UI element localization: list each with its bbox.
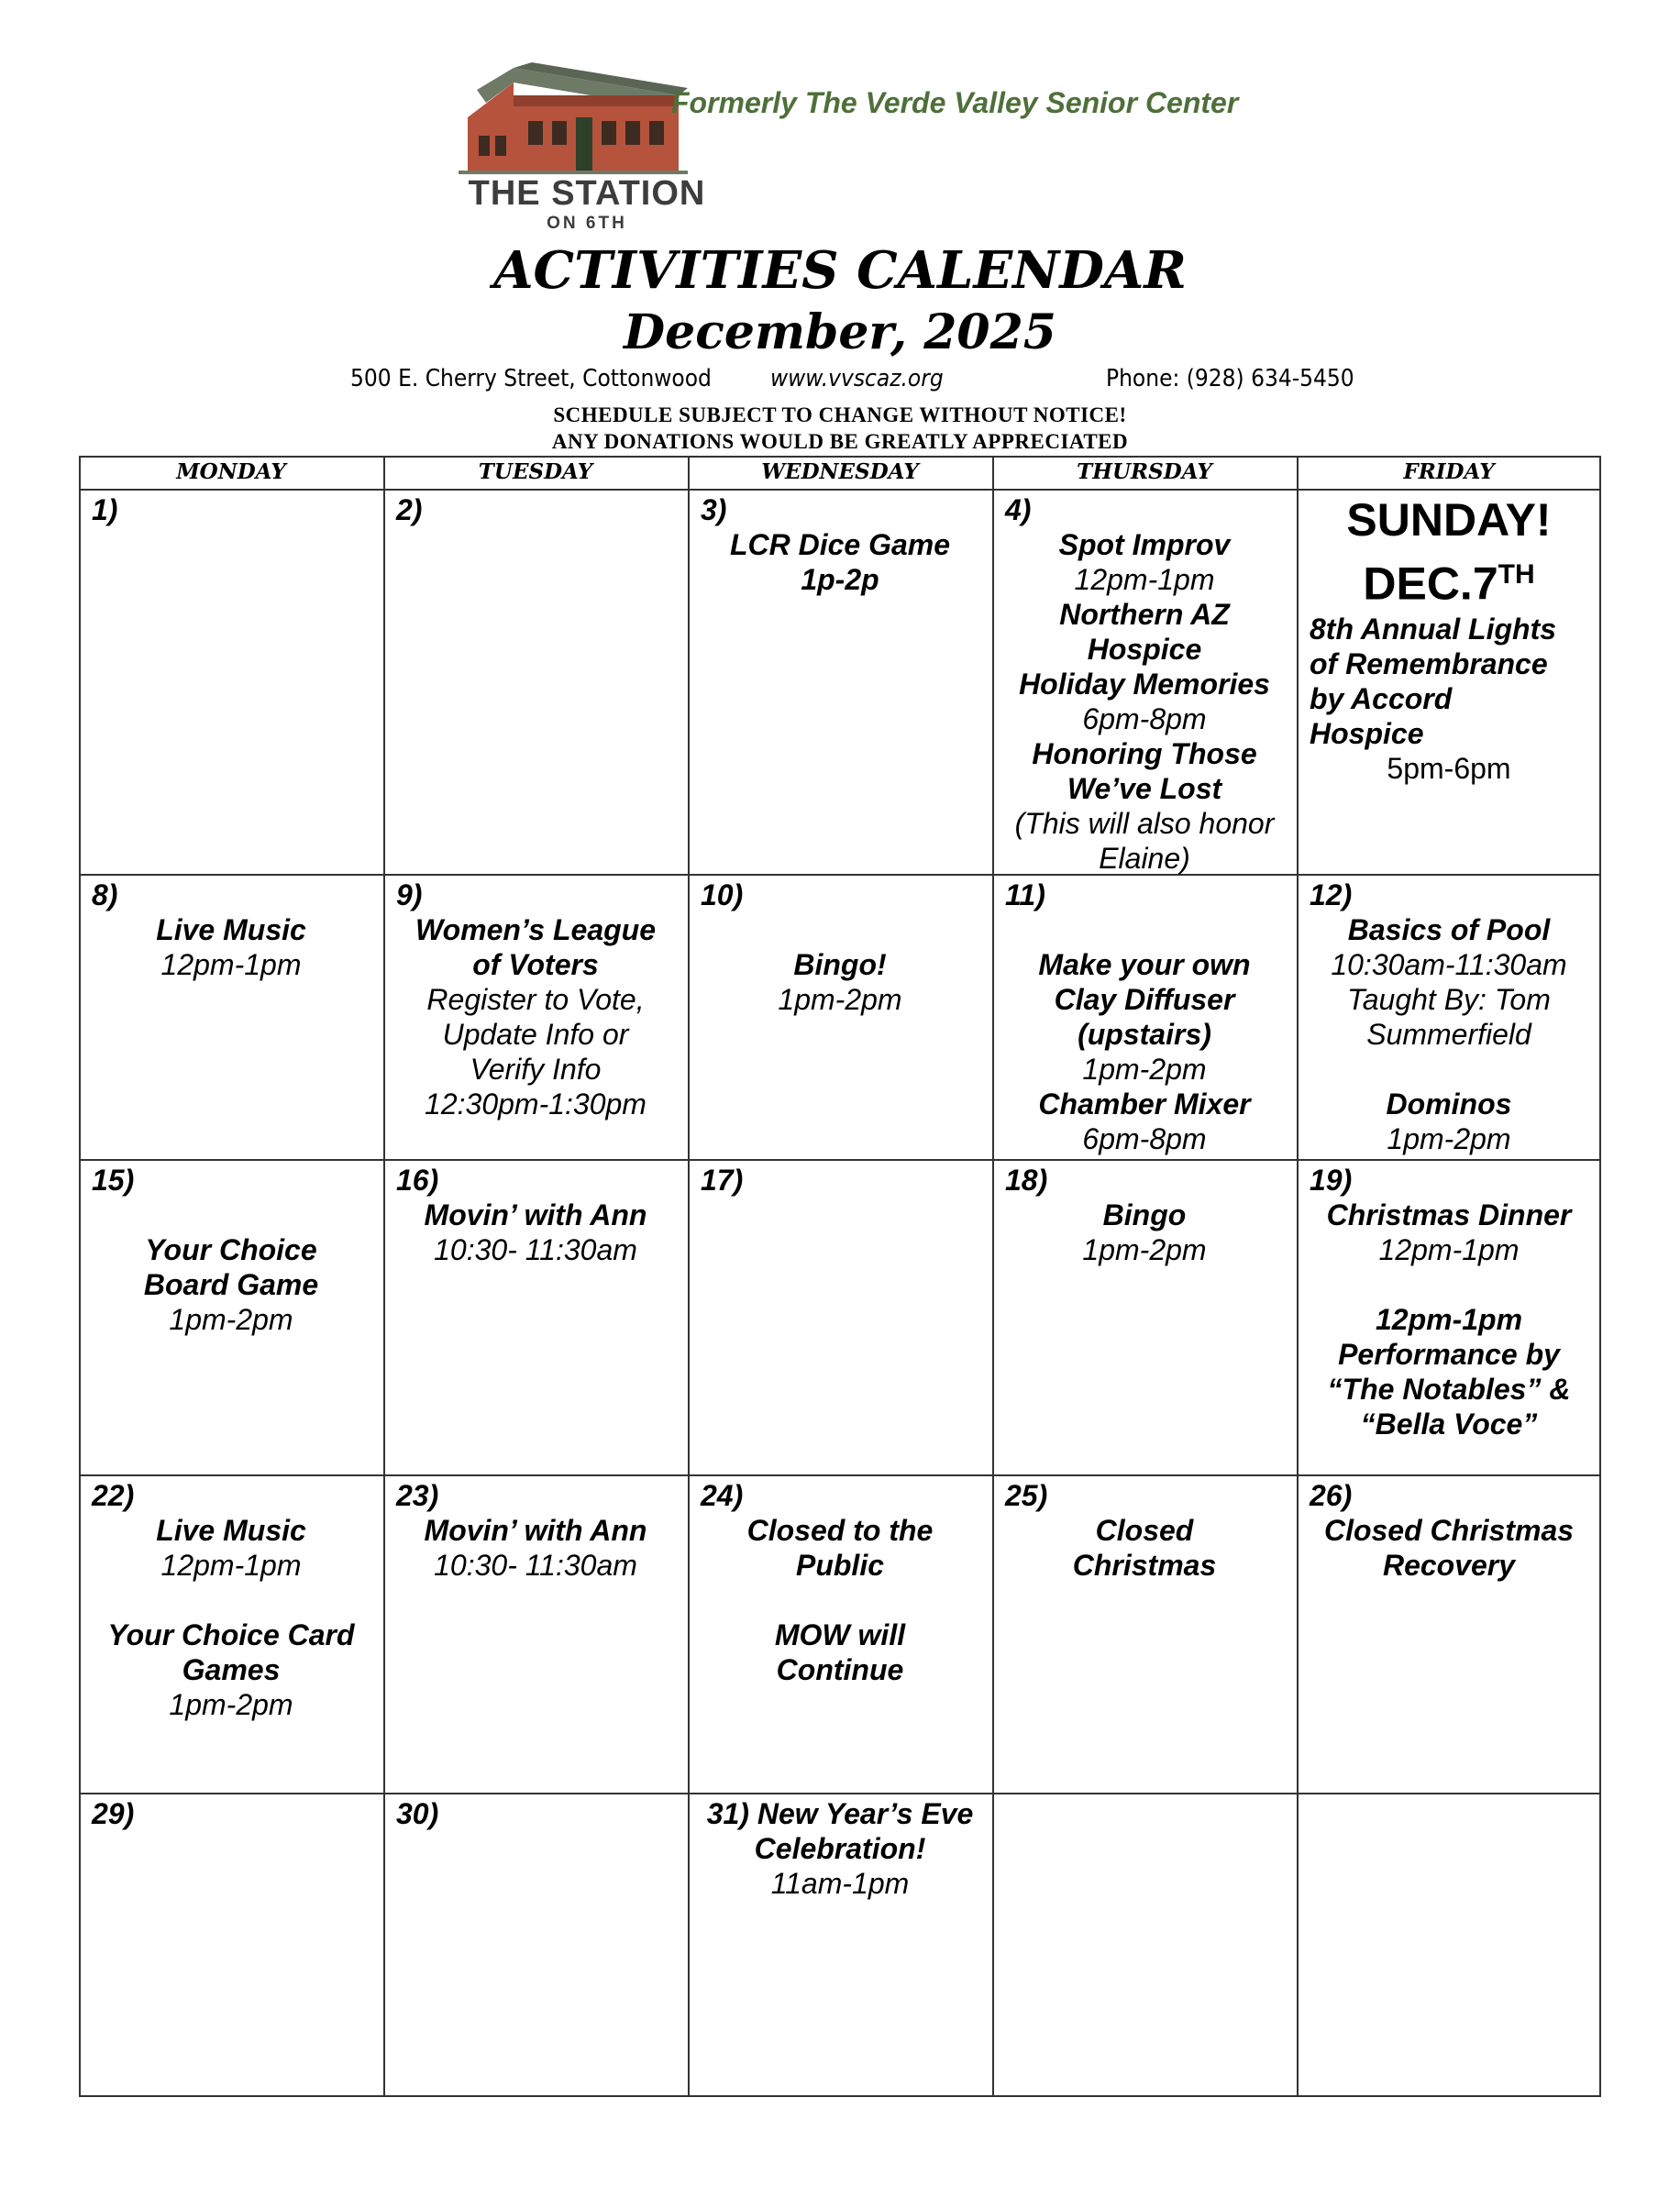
event-line: Northern AZ	[1059, 598, 1230, 631]
calendar-day-cell	[688, 492, 992, 874]
day-number: 1)	[92, 493, 118, 526]
event-line: Clay Diffuser	[1054, 983, 1235, 1016]
day-number: 24)	[701, 1479, 744, 1512]
day-number: 26)	[1310, 1479, 1353, 1512]
event-line: Holiday Memories	[1019, 668, 1270, 701]
event-line: Hospice	[1310, 716, 1424, 750]
event-line: 1pm-2pm	[169, 1303, 293, 1336]
day-number: 12)	[1310, 878, 1353, 911]
phone-number: Phone: (928) 634-5450	[1106, 365, 1354, 392]
event-line: Chamber Mixer	[1038, 1087, 1251, 1121]
calendar-day-cell	[383, 1478, 688, 1793]
day-number: 25)	[1005, 1479, 1048, 1512]
calendar-title: ACTIVITIES CALENDAR	[493, 240, 1187, 301]
day-header-thursday: THURSDAY	[1077, 459, 1212, 484]
event-line: Dominos	[1386, 1087, 1512, 1121]
grid-hline	[79, 1474, 1601, 1476]
event-line: Bingo!	[793, 948, 887, 981]
event-line: 12pm-1pm	[1378, 1233, 1520, 1266]
calendar-day-cell	[79, 1796, 383, 2097]
event-line: Board Game	[143, 1268, 319, 1301]
event-line: Movin’ with Ann	[424, 1198, 647, 1231]
event-line: 1pm-2pm	[1082, 1233, 1207, 1266]
day-number: 22)	[92, 1479, 135, 1512]
grid-hline	[79, 1793, 1601, 1794]
event-line: 6pm-8pm	[1082, 1122, 1207, 1155]
calendar-day-cell	[688, 1163, 992, 1474]
event-line: Verify Info	[470, 1053, 602, 1086]
event-line: Games	[182, 1653, 281, 1686]
event-line: Basics of Pool	[1347, 913, 1551, 946]
address: 500 E. Cherry Street, Cottonwood	[350, 365, 712, 392]
event-line: 12pm-1pm	[160, 1549, 302, 1582]
event-line: 6pm-8pm	[1082, 702, 1207, 735]
day-header-tuesday: TUESDAY	[478, 459, 593, 484]
day-number: 30)	[396, 1797, 439, 1830]
day-number: 19)	[1310, 1164, 1353, 1197]
event-line: 1p-2p	[801, 563, 879, 596]
event-line: Performance by	[1338, 1338, 1560, 1371]
date-suffix: TH	[1498, 559, 1535, 590]
day-number: 10)	[701, 878, 744, 911]
calendar-day-cell	[383, 492, 688, 874]
calendar-day-cell	[383, 1163, 688, 1474]
event-line: 10:30- 11:30am	[434, 1233, 637, 1266]
grid-hline	[79, 489, 1601, 491]
calendar-day-cell	[992, 878, 1297, 1159]
calendar-day-cell	[1297, 878, 1601, 1159]
calendar-day-cell	[992, 1478, 1297, 1793]
calendar-day-cell	[1297, 492, 1601, 874]
event-line: Live Music	[156, 1514, 306, 1547]
event-line: Closed	[1095, 1514, 1194, 1547]
calendar-day-cell	[992, 1796, 1297, 2097]
event-line: “Bella Voce”	[1360, 1408, 1538, 1441]
day-header-monday: MONDAY	[176, 459, 286, 484]
calendar-day-cell	[1297, 1796, 1601, 2097]
event-line: Movin’ with Ann	[424, 1514, 647, 1547]
calendar-day-cell	[688, 1478, 992, 1793]
event-line: 8th Annual Lights	[1310, 612, 1557, 646]
calendar-month: December, 2025	[624, 304, 1056, 360]
event-line: of Voters	[472, 948, 599, 981]
event-line: Register to Vote,	[426, 983, 645, 1016]
event-line: LCR Dice Game	[729, 528, 951, 561]
event-line: Recovery	[1382, 1549, 1516, 1582]
day-number: 23)	[396, 1479, 439, 1512]
event-line: We’ve Lost	[1067, 772, 1222, 805]
calendar-day-cell	[688, 1796, 992, 2097]
brand-subtitle: ON 6TH	[547, 214, 627, 233]
day-number: 29)	[92, 1797, 135, 1830]
event-date-banner	[1310, 547, 1588, 612]
event-line: Continue	[776, 1653, 904, 1686]
event-line: Closed Christmas	[1323, 1514, 1575, 1547]
event-line: New Year’s Eve	[757, 1797, 974, 1830]
event-line: Closed to the	[746, 1514, 934, 1547]
event-line: Elaine)	[1099, 842, 1190, 875]
event-line: Taught By: Tom	[1347, 983, 1551, 1016]
event-line: Make your own	[1038, 948, 1251, 981]
event-line: Your Choice	[145, 1233, 317, 1266]
event-line: 12:30pm-1:30pm	[425, 1087, 647, 1121]
event-line: MOW will	[774, 1618, 906, 1651]
grid-hline	[79, 1159, 1601, 1161]
event-line: 10:30am-11:30am	[1331, 948, 1567, 981]
calendar-day-cell	[992, 1163, 1297, 1474]
event-line: 1pm-2pm	[1082, 1053, 1207, 1086]
event-line: Bingo	[1102, 1198, 1187, 1231]
event-line: “The Notables” &	[1327, 1373, 1571, 1406]
calendar-day-cell	[1297, 1478, 1601, 1793]
calendar-day-cell	[688, 878, 992, 1159]
website-link[interactable]: www.vvscaz.org	[770, 365, 944, 392]
day-number: 31)	[706, 1797, 757, 1830]
event-line: of Remembrance	[1310, 646, 1548, 680]
event-line: 1pm-2pm	[778, 983, 902, 1016]
day-header-wednesday: WEDNESDAY	[761, 459, 919, 484]
event-line: Honoring Those	[1032, 737, 1257, 770]
day-number: 11)	[1005, 878, 1045, 911]
event-line: 12pm-1pm	[160, 948, 302, 981]
brand-name: THE STATION	[468, 174, 706, 213]
event-line: Hospice	[1087, 633, 1202, 666]
event-line: Public	[795, 1549, 884, 1582]
calendar-day-cell	[383, 1796, 688, 2097]
event-line: Live Music	[156, 913, 306, 946]
calendar-day-cell	[79, 1163, 383, 1474]
event-line: 5pm-6pm	[1387, 751, 1511, 785]
day-number: 2)	[396, 493, 423, 526]
event-line: Celebration!	[754, 1832, 926, 1865]
event-line: Spot Improv	[1058, 528, 1231, 561]
calendar-day-cell	[383, 878, 688, 1159]
calendar-day-cell	[992, 492, 1297, 874]
event-line: (upstairs)	[1078, 1018, 1211, 1051]
event-line: 11am-1pm	[770, 1867, 910, 1900]
event-line: by Accord	[1310, 681, 1453, 715]
calendar-day-cell	[79, 1478, 383, 1793]
day-number: 17)	[701, 1164, 744, 1197]
day-header-friday: FRIDAY	[1403, 459, 1495, 484]
event-line: Update Info or	[442, 1018, 629, 1051]
donation-notice: ANY DONATIONS WOULD BE GREATLY APPRECIATED	[551, 430, 1129, 453]
event-line: 10:30- 11:30am	[434, 1549, 637, 1582]
day-number: 8)	[92, 878, 118, 911]
event-line: Christmas	[1072, 1549, 1217, 1582]
day-number: 4)	[1005, 493, 1032, 526]
day-number: 3)	[701, 493, 727, 526]
day-number: 9)	[396, 878, 423, 911]
event-line: 12pm-1pm	[1375, 1303, 1523, 1336]
schedule-notice: SCHEDULE SUBJECT TO CHANGE WITHOUT NOTICE!	[553, 403, 1127, 426]
day-number: 16)	[396, 1164, 439, 1197]
calendar-day-cell	[1297, 1163, 1601, 1474]
calendar-day-cell	[79, 878, 383, 1159]
calendar-day-cell	[79, 492, 383, 874]
event-date-text: DEC.7	[1363, 558, 1498, 610]
day-number: 15)	[92, 1164, 135, 1197]
event-line: Summerfield	[1366, 1018, 1531, 1051]
event-line: 1pm-2pm	[1387, 1122, 1511, 1155]
event-line: Women’s League	[415, 913, 656, 946]
day-number: 18)	[1005, 1164, 1048, 1197]
event-line-with-number	[701, 1796, 979, 1831]
event-line: (This will also honor	[1014, 807, 1275, 840]
event-line: Christmas Dinner	[1326, 1198, 1572, 1231]
tagline: Formerly The Verde Valley Senior Center	[671, 86, 1239, 119]
calendar-grid	[79, 456, 1601, 2097]
sunday-banner: SUNDAY!	[1346, 494, 1552, 546]
event-line: 12pm-1pm	[1074, 563, 1215, 596]
grid-hline	[79, 874, 1601, 876]
event-line: 1pm-2pm	[169, 1688, 293, 1721]
event-line: Your Choice Card	[107, 1618, 355, 1651]
